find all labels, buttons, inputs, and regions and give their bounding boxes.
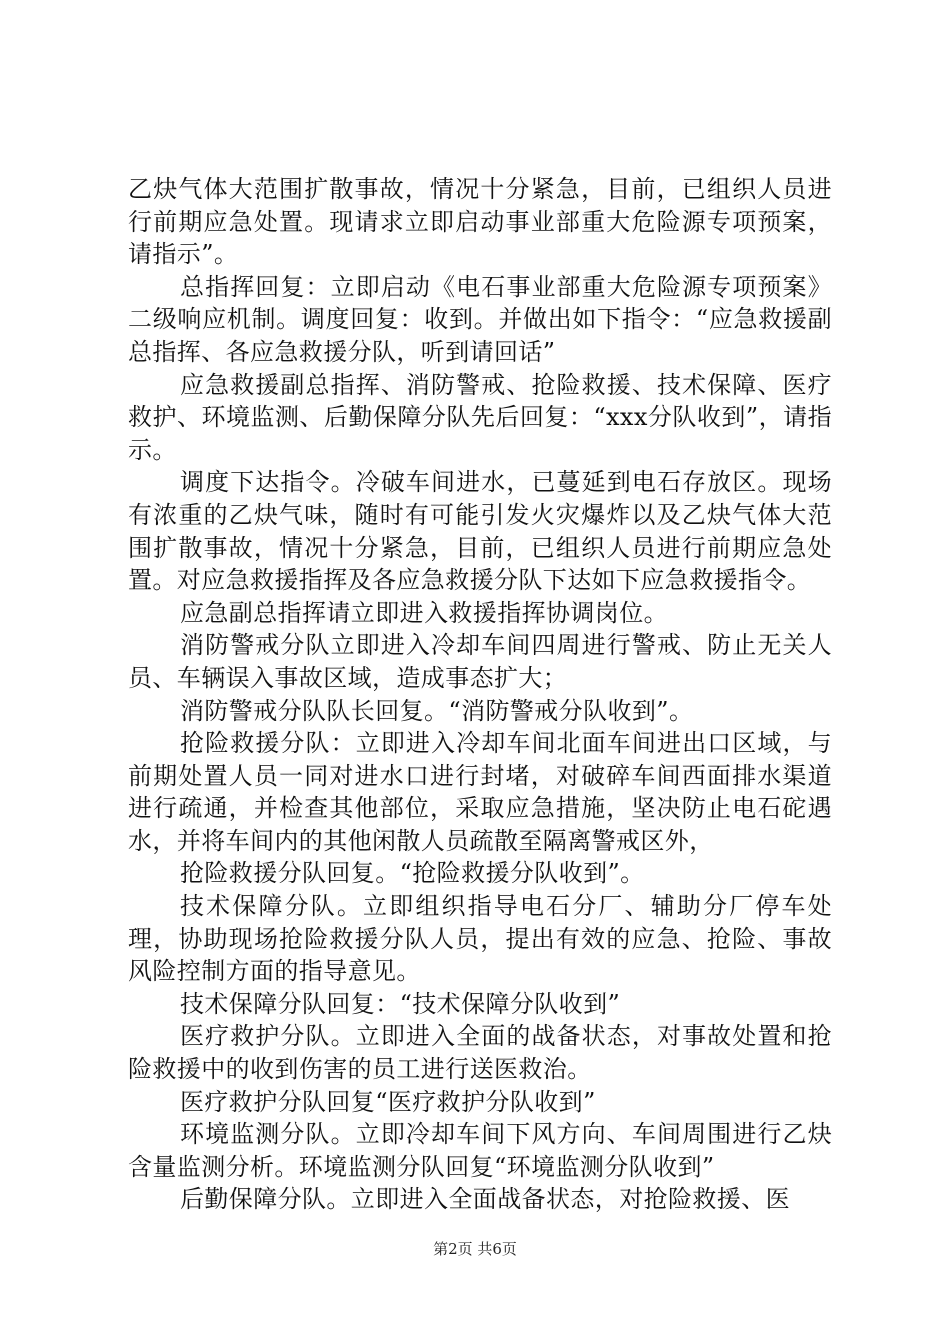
paragraph-4: 调度下达指令。冷破车间进水，已蔓延到电石存放区。现场有浓重的乙炔气味，随时有可能引发火灾爆炸以及乙炔气体大范围扩散事故，情况十分紧急，目前，已组织人员进行前期应急处置。对应急救援指挥及各应急救援分队下达如下应急救援指令。 <box>128 468 832 595</box>
paragraph-10: 技术保障分队。立即组织指导电石分厂、辅助分厂停车处理，协助现场抢险救援分队人员，提出有效的应急、抢险、事故风险控制方面的指导意见。 <box>128 892 832 986</box>
page-footer <box>0 1238 950 1259</box>
paragraph-6: 消防警戒分队立即进入冷却车间四周进行警戒、防止无关人员、车辆误入事故区域，造成事态扩大； <box>128 631 832 692</box>
paragraph-9: 抢险救援分队回复。“抢险救援分队收到”。 <box>180 859 645 888</box>
paragraph-14: 环境监测分队。立即冷却车间下风方向、车间周围进行乙炔含量监测分析。环境监测分队回复“环境监测分队收到” <box>128 1120 832 1181</box>
paragraph-7: 消防警戒分队队长回复。“消防警戒分队收到”。 <box>180 696 694 725</box>
paragraph-1: 乙炔气体大范围扩散事故，情况十分紧急，目前，已组织人员进行前期应急处置。现请求立即启动事业部重大危险源专项预案，请指示”。 <box>128 175 832 269</box>
paragraph-2: 总指挥回复：立即启动《电石事业部重大危险源专项预案》二级响应机制。调度回复：收到。并做出如下指令：“应急救援副总指挥、各应急救援分队，听到请回话” <box>128 272 832 366</box>
paragraph-12: 医疗救护分队。立即进入全面的战备状态，对事故处置和抢险救援中的收到伤害的员工进行送医救治。 <box>128 1022 832 1084</box>
paragraph-3: 应急救援副总指挥、消防警戒、抢险救援、技术保障、医疗救护、环境监测、后勤保障分队先后回复：“xxx分队收到”，请指示。 <box>128 370 832 464</box>
paragraph-5: 应急副总指挥请立即进入救援指挥协调岗位。 <box>180 598 668 627</box>
paragraph-13: 医疗救护分队回复“医疗救护分队收到” <box>180 1087 596 1116</box>
document-body <box>128 173 832 1216</box>
paragraph-11: 技术保障分队回复：“技术保障分队收到” <box>180 989 621 1018</box>
page-number-label: 第2页 共6页 <box>433 1240 517 1258</box>
paragraph-15: 后勤保障分队。立即进入全面战备状态，对抢险救援、医 <box>180 1185 790 1214</box>
paragraph-8: 抢险救援分队：立即进入冷却车间北面车间进出口区域，与前期处置人员一同对进水口进行封堵，对破碎车间西面排水渠道进行疏通，并检查其他部位，采取应急措施，坚决防止电石砣遇水，并将车间内的其他闲散人员疏散至隔离警戒区外， <box>128 729 832 855</box>
